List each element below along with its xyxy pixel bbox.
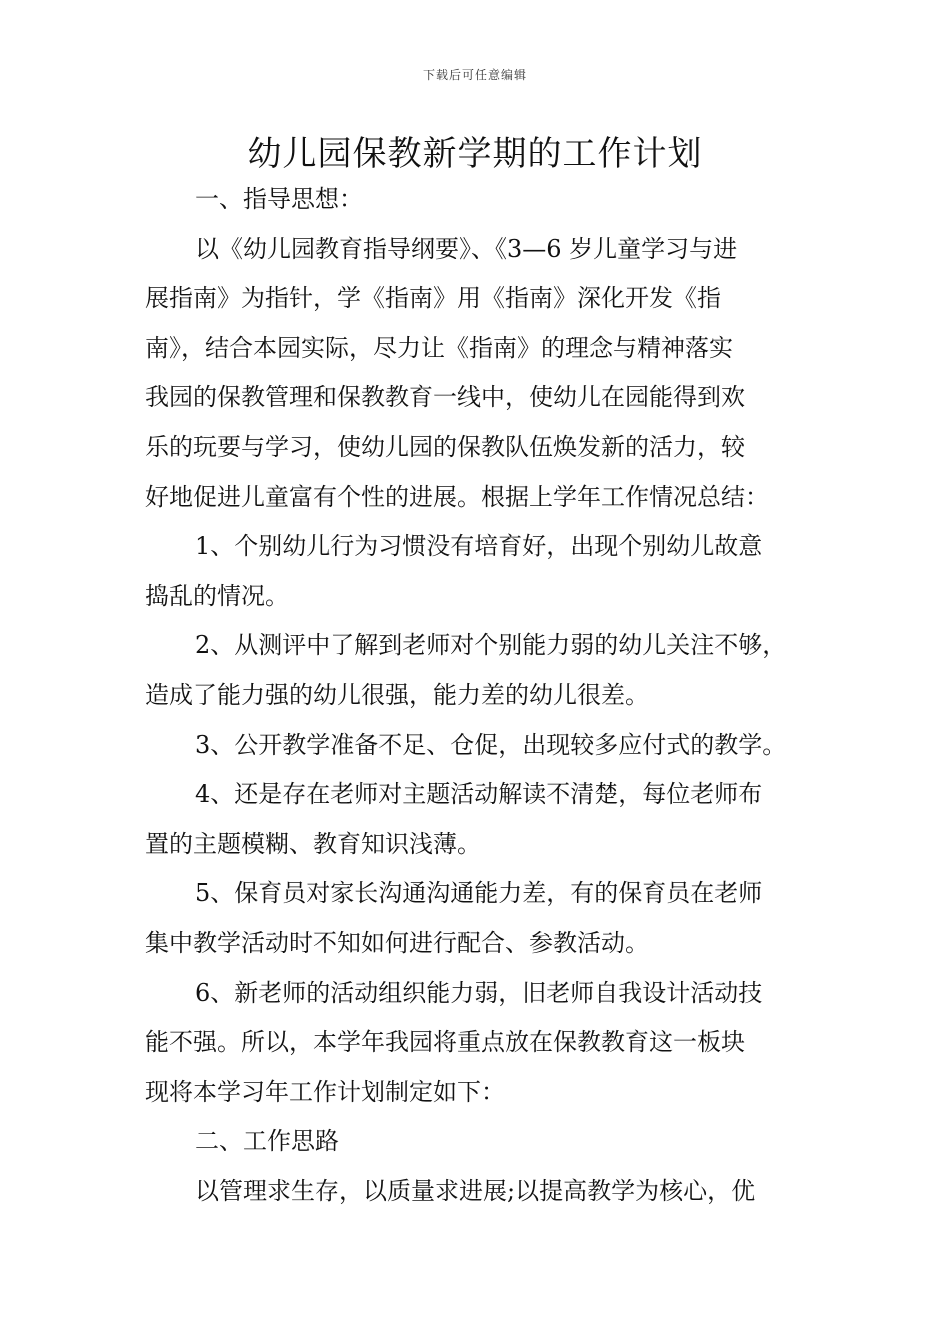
paragraph-line: 展指南》为指针，学《指南》用《指南》深化开发《指 (145, 284, 721, 313)
paragraph-line: 我园的保教管理和保教教育一线中，使幼儿在园能得到欢 (145, 383, 745, 412)
list-item-4: 4、还是存在老师对主题活动解读不清楚，每位老师布 (195, 780, 763, 809)
paragraph-line: 乐的玩要与学习，使幼儿园的保教队伍焕发新的活力，较 (145, 432, 745, 461)
paragraph-line: 南》，结合本园实际，尽力让《指南》的理念与精神落实 (145, 333, 733, 362)
document-title: 幼儿园保教新学期的工作计划 (247, 134, 703, 174)
list-item-6: 6、新老师的活动组织能力弱，旧老师自我设计活动技 (195, 978, 763, 1007)
list-item-3: 3、公开教学准备不足、仓促，出现较多应付式的教学。 (195, 730, 787, 759)
paragraph-line: 好地促进儿童富有个性的进展。根据上学年工作情况总结： (145, 482, 769, 511)
list-item-1: 1、个别幼儿行为习惯没有培育好，出现个别幼儿故意 (195, 532, 763, 561)
list-item-6-continued: 能不强。所以，本学年我园将重点放在保教教育这一板块 (145, 1028, 745, 1057)
header-note: 下载后可任意编辑 (422, 68, 527, 82)
list-item-2-continued: 造成了能力强的幼儿很强，能力差的幼儿很差。 (145, 680, 649, 709)
list-item-5: 5、保育员对家长沟通沟通能力差，有的保育员在老师 (195, 879, 763, 908)
paragraph-line: 以管理求生存，以质量求进展;以提高教学为核心，优 (195, 1176, 756, 1205)
paragraph-line: 以《幼儿园教育指导纲要》、《3—6 岁儿童学习与进 (195, 234, 738, 263)
list-item-1-continued: 捣乱的情况。 (145, 581, 289, 610)
list-item-4-continued: 置的主题模糊、教育知识浅薄。 (145, 829, 481, 858)
list-item-2: 2、从测评中了解到老师对个别能力弱的幼儿关注不够， (195, 631, 787, 660)
list-item-6-continued: 现将本学习年工作计划制定如下： (145, 1077, 505, 1106)
document-body (145, 175, 810, 1216)
section-heading-guiding-ideology: 一、指导思想： (195, 185, 363, 213)
section-heading-work-approach: 二、工作思路 (195, 1127, 339, 1156)
list-item-5-continued: 集中教学活动时不知如何进行配合、参教活动。 (145, 928, 649, 957)
